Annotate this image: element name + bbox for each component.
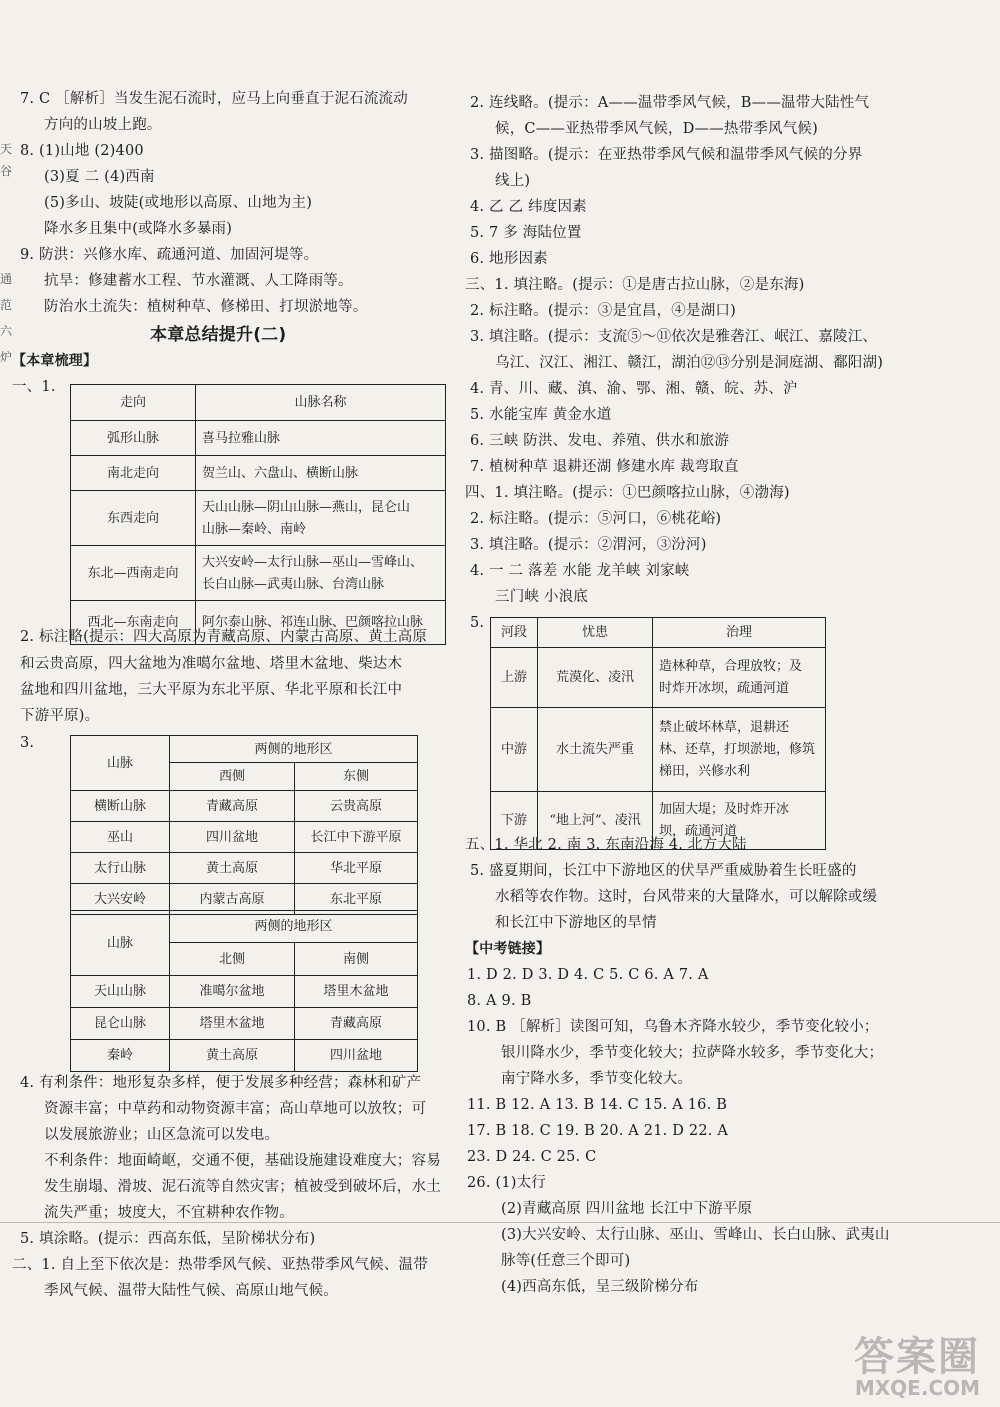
answer-line: 5. 填涂略。(提示：西高东低，呈阶梯状分布) [20, 1231, 316, 1247]
table-cell: 阿尔泰山脉、祁连山脉、巴颜喀拉山脉 [196, 601, 446, 645]
cell-line: 大兴安岭—太行山脉—巫山—雪峰山、 [202, 554, 424, 570]
table-cell [653, 648, 826, 708]
answer-line: (3)大兴安岭、太行山脉、巫山、雪峰山、长白山脉、武夷山 [501, 1227, 890, 1243]
table-cell [196, 491, 446, 546]
mountain-east-west-table [70, 735, 418, 915]
answer-line: 3. 描图略。(提示：在亚热带季风气候和温带季风气候的分界 [470, 147, 863, 163]
cell-line: 坝，疏通河道 [659, 824, 738, 839]
table-cell: 东北—西南走向 [71, 546, 196, 601]
edge-char: 通 [0, 272, 13, 286]
table-cell: 太行山脉 [71, 853, 170, 884]
table-cell: 弧形山脉 [71, 421, 196, 456]
answer-line: (5)多山、坡陡(或地形以高原、山地为主) [44, 195, 313, 211]
table-cell: 黄土高原 [170, 853, 295, 884]
table-cell: 南北走向 [71, 456, 196, 491]
table-cell: 东西走向 [71, 491, 196, 546]
table-cell: 昆仑山脉 [71, 1008, 170, 1040]
table-header: 西侧 [170, 763, 295, 791]
answer-line: 2. 标注略(提示：四大高原为青藏高原、内蒙古高原、黄土高原 [20, 629, 428, 645]
item-label: 一、1. [12, 379, 56, 395]
table-cell: 四川盆地 [295, 1040, 418, 1072]
answer-line: 不利条件：地面崎岖，交通不便，基础设施建设难度大；容易 [44, 1153, 441, 1169]
answer-line: 和长江中下游地区的旱情 [495, 915, 657, 931]
answer-line: 8. (1)山地 (2)400 [20, 143, 144, 159]
answer-line: 5. 盛夏期间，长江中下游地区的伏旱严重威胁着生长旺盛的 [470, 863, 857, 879]
table-cell: 云贵高原 [295, 791, 418, 822]
answer-line: 银川降水少，季节变化较大；拉萨降水较多，季节变化大； [501, 1045, 884, 1061]
answer-line: 五、1. 华北 2. 南 3. 东南沿海 4. 北方大陆 [465, 837, 747, 853]
answer-line: 4. 有利条件：地形复杂多样，便于发展多种经营；森林和矿产 [20, 1075, 422, 1091]
table-cell: 秦岭 [71, 1040, 170, 1072]
answer-line: (2)青藏高原 四川盆地 长江中下游平原 [501, 1201, 753, 1217]
mountain-north-south-table [70, 910, 418, 1072]
answer-line: 11. B 12. A 13. B 14. C 15. A 16. B [467, 1097, 728, 1113]
table-cell: 天山山脉 [71, 976, 170, 1008]
answer-line: 方向的山坡上跑。 [44, 117, 162, 133]
table-cell [196, 546, 446, 601]
table-cell: 上游 [491, 648, 538, 708]
table-cell: 喜马拉雅山脉 [196, 421, 446, 456]
answer-line: 6. 地形因素 [470, 251, 548, 267]
page-fold-line [0, 1222, 1000, 1223]
table-header: 北侧 [170, 943, 295, 976]
answer-line: 三、1. 填注略。(提示：①是唐古拉山脉，②是东海) [465, 277, 805, 293]
table-cell: 青藏高原 [295, 1008, 418, 1040]
edge-char: 炉 [0, 350, 13, 364]
table-cell: 荒漠化、凌汛 [538, 648, 653, 708]
watermark-text: 答案圈 [854, 1334, 980, 1380]
mountain-direction-table [70, 384, 446, 645]
answer-line: 乌江、汉江、湘江、赣江，湖泊⑫⑬分别是洞庭湖、鄱阳湖) [495, 355, 884, 371]
answer-line: 以发展旅游业；山区急流可以发电。 [44, 1127, 280, 1143]
table-header: 东侧 [295, 763, 418, 791]
cell-line: 天山山脉—阴山山脉—燕山，昆仑山 [202, 499, 411, 515]
answer-line: 抗旱：修建蓄水工程、节水灌溉、人工降雨等。 [44, 273, 353, 289]
cell-line: 林、还草，打坝淤地，修筑 [659, 742, 816, 757]
table-cell: 四川盆地 [170, 822, 295, 853]
answer-line: 线上) [495, 173, 531, 189]
answer-line: 4. 乙 乙 纬度因素 [470, 199, 587, 215]
table-cell: 水土流失严重 [538, 708, 653, 792]
answer-line: 发生崩塌、滑坡、泥石流等自然灾害；植被受到破坏后，水土 [44, 1179, 441, 1195]
answer-line: 17. B 18. C 19. B 20. A 21. D 22. A [467, 1123, 729, 1139]
table-header: 山脉名称 [196, 385, 446, 421]
table-cell: 下游 [491, 792, 538, 850]
watermark-url: MXQE.COM [854, 1376, 980, 1400]
answer-line: 26. (1)太行 [467, 1175, 547, 1191]
answer-line: 流失严重；坡度大，不宜耕种农作物。 [44, 1205, 294, 1221]
table-header: 山脉 [71, 911, 170, 976]
answer-line: 盆地和四川盆地，三大平原为东北平原、华北平原和长江中 [20, 682, 403, 698]
answer-line: 7. C ［解析］当发生泥石流时，应马上向垂直于泥石流流动 [20, 91, 408, 107]
answer-line: 和云贵高原，四大盆地为准噶尔盆地、塔里木盆地、柴达木 [20, 656, 403, 672]
answer-line: 下游平原)。 [20, 708, 100, 724]
table-header: 治理 [653, 618, 826, 648]
answer-line: 季风气候、温带大陆性气候、高原山地气候。 [44, 1283, 338, 1299]
edge-char: 范 [0, 298, 13, 312]
answer-line: 3. 填注略。(提示：支流⑤～⑪依次是雅砻江、岷江、嘉陵江、 [470, 329, 878, 345]
table-header: 河段 [491, 618, 538, 648]
table-cell: 中游 [491, 708, 538, 792]
answer-line: 9. 防洪：兴修水库、疏通河道、加固河堤等。 [20, 247, 319, 263]
watermark-logo [810, 1325, 980, 1400]
table-cell: 内蒙古高原 [170, 884, 295, 915]
answer-line: 5. 7 多 海陆位置 [470, 225, 582, 241]
cell-line: 时炸开冰坝，疏通河道 [659, 681, 790, 696]
table-cell: 大兴安岭 [71, 884, 170, 915]
answer-line: 南宁降水多，季节变化较大。 [501, 1071, 693, 1087]
answer-line: 4. 一 二 落差 水能 龙羊峡 刘家峡 [470, 563, 690, 579]
answer-line: 水稻等农作物。这时，台风带来的大量降水，可以解除或缓 [495, 889, 878, 905]
answer-line: 脉等(任意三个即可) [501, 1253, 631, 1269]
answer-line: 10. B ［解析］读图可知，乌鲁木齐降水较少，季节变化较小； [467, 1019, 879, 1035]
cell-line: 禁止破坏林草，退耕还 [659, 720, 790, 735]
answer-line: 2. 标注略。(提示：③是宜昌，④是湖口) [470, 303, 736, 319]
answer-line: 23. D 24. C 25. C [467, 1149, 597, 1165]
answer-line: 8. A 9. B [467, 993, 532, 1009]
answer-line: 防治水土流失：植树种草、修梯田、打坝淤地等。 [44, 299, 368, 315]
table-cell: 巫山 [71, 822, 170, 853]
answer-line: (3)夏 二 (4)西南 [44, 169, 155, 185]
cell-line: 加固大堤；及时炸开冰 [659, 802, 790, 817]
table-cell: 华北平原 [295, 853, 418, 884]
chapter-title: 本章总结提升(二) [150, 325, 287, 345]
table-cell: “地上河”、凌汛 [538, 792, 653, 850]
table-header: 两侧的地形区 [170, 736, 418, 763]
section-heading: 【中考链接】 [465, 941, 551, 957]
answer-line: 候，C——亚热带季风气候，D——热带季风气候) [495, 121, 818, 137]
table-header: 山脉 [71, 736, 170, 791]
table-header: 走向 [71, 385, 196, 421]
table-cell: 贺兰山、六盘山、横断山脉 [196, 456, 446, 491]
item-label: 5. [470, 615, 485, 631]
answer-line: 三门峡 小浪底 [495, 589, 589, 605]
table-cell: 横断山脉 [71, 791, 170, 822]
table-cell: 青藏高原 [170, 791, 295, 822]
table-cell: 黄土高原 [170, 1040, 295, 1072]
table-cell: 长江中下游平原 [295, 822, 418, 853]
table-cell: 准噶尔盆地 [170, 976, 295, 1008]
answer-line: 7. 植树种草 退耕还湖 修建水库 裁弯取直 [470, 459, 739, 475]
table-header: 南侧 [295, 943, 418, 976]
answer-line: 4. 青、川、藏、滇、渝、鄂、湘、赣、皖、苏、沪 [470, 381, 798, 397]
answer-line: 1. D 2. D 3. D 4. C 5. C 6. A 7. A [467, 967, 709, 983]
cell-line: 造林种草，合理放牧；及 [659, 659, 803, 674]
edge-char: 天 [0, 142, 13, 156]
item-label: 3. [20, 735, 35, 751]
cell-line: 梯田，兴修水利 [659, 764, 751, 779]
answer-line: 2. 标注略。(提示：⑤河口，⑥桃花峪) [470, 511, 722, 527]
table-header: 两侧的地形区 [170, 911, 418, 943]
table-cell: 塔里木盆地 [170, 1008, 295, 1040]
answer-line: 降水多且集中(或降水多暴雨) [44, 221, 233, 237]
section-heading: 【本章梳理】 [12, 353, 98, 369]
table-cell: 西北—东南走向 [71, 601, 196, 645]
table-cell: 塔里木盆地 [295, 976, 418, 1008]
answer-line: 二、1. 自上至下依次是：热带季风气候、亚热带季风气候、温带 [12, 1257, 428, 1273]
yellow-river-table [490, 617, 826, 850]
cell-line: 山脉—秦岭、南岭 [202, 521, 307, 537]
table-cell [653, 708, 826, 792]
table-cell: 东北平原 [295, 884, 418, 915]
answer-line: 3. 填注略。(提示：②渭河，③汾河) [470, 537, 707, 553]
answer-line: 5. 水能宝库 黄金水道 [470, 407, 612, 423]
cell-line: 长白山脉—武夷山脉、台湾山脉 [202, 576, 385, 592]
answer-line: 资源丰富；中草药和动物资源丰富；高山草地可以放牧；可 [44, 1101, 427, 1117]
answer-line: 2. 连线略。(提示：A——温带季风气候，B——温带大陆性气 [470, 95, 870, 111]
edge-char: 六 [0, 324, 13, 338]
edge-char: 谷 [0, 164, 13, 178]
answer-line: (4)西高东低，呈三级阶梯分布 [501, 1279, 699, 1295]
answer-line: 6. 三峡 防洪、发电、养殖、供水和旅游 [470, 433, 730, 449]
table-header: 忧患 [538, 618, 653, 648]
answer-line: 四、1. 填注略。(提示：①巴颜喀拉山脉，④渤海) [465, 485, 790, 501]
